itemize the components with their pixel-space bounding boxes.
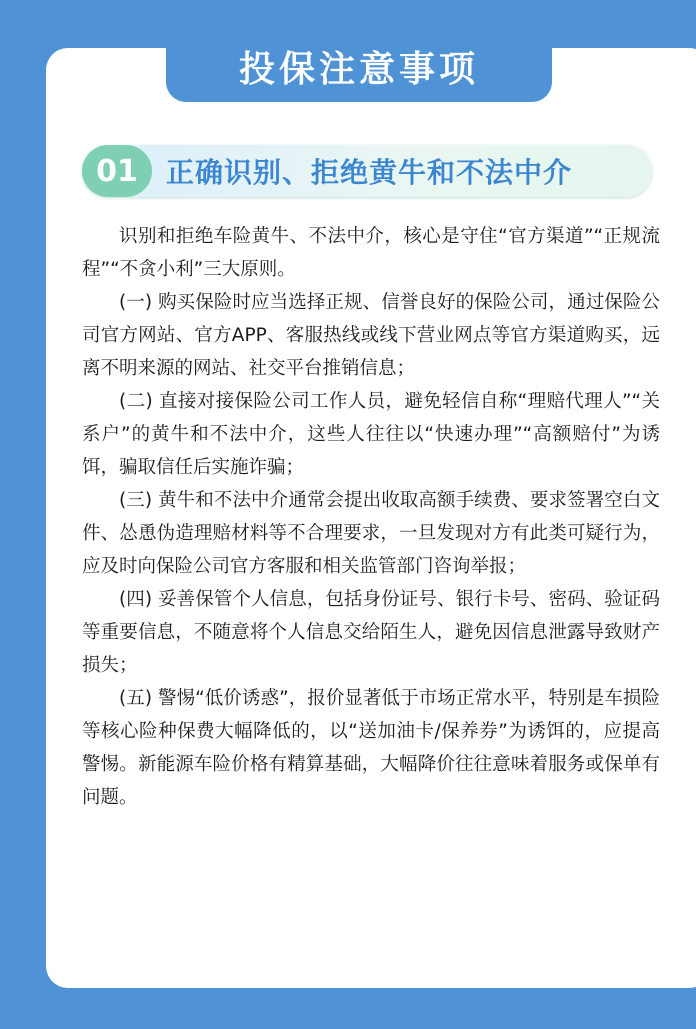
paragraph-item-5: (五) 警惕“低价诱惑”，报价显著低于市场正常水平，特别是车损险等核心险种保费大幅降低的，以“送加油卡/保养券”为诱饵的，应提高警惕。新能源车险价格有精算基础，大幅降价往往意味着服务或保单有问题。 <box>82 688 660 808</box>
article-body <box>82 220 660 814</box>
page-title-banner <box>166 30 552 102</box>
paragraph-item-1: (一) 购买保险时应当选择正规、信誉良好的保险公司，通过保险公司官方网站、官方APP、客服热线或线下营业网点等官方渠道购买，远离不明来源的网站、社交平台推销信息； <box>82 292 660 379</box>
section-title: 正确识别、拒绝黄牛和不法中介 <box>166 156 573 189</box>
paragraph-item-2: (二) 直接对接保险公司工作人员，避免轻信自称“理赔代理人”“关系户”的黄牛和不法中介，这些人往往以“快速办理”“高额赔付”为诱饵，骗取信任后实施诈骗； <box>82 391 660 478</box>
page-title: 投保注意事项 <box>238 48 479 90</box>
intro-paragraph: 识别和拒绝车险黄牛、不法中介，核心是守住“官方渠道”“正规流程”“不贪小利”三大原则。 <box>82 226 660 280</box>
section-header <box>82 145 652 197</box>
paragraph-item-3: (三) 黄牛和不法中介通常会提出收取高额手续费、要求签署空白文件、怂恿伪造理赔材料等不合理要求，一旦发现对方有此类可疑行为，应及时向保险公司官方客服和相关监管部门咨询举报； <box>82 490 660 577</box>
section-number-badge: 01 <box>82 145 152 197</box>
paragraph-item-4: (四) 妥善保管个人信息，包括身份证号、银行卡号、密码、验证码等重要信息，不随意将个人信息交给陌生人，避免因信息泄露导致财产损失； <box>82 589 660 676</box>
